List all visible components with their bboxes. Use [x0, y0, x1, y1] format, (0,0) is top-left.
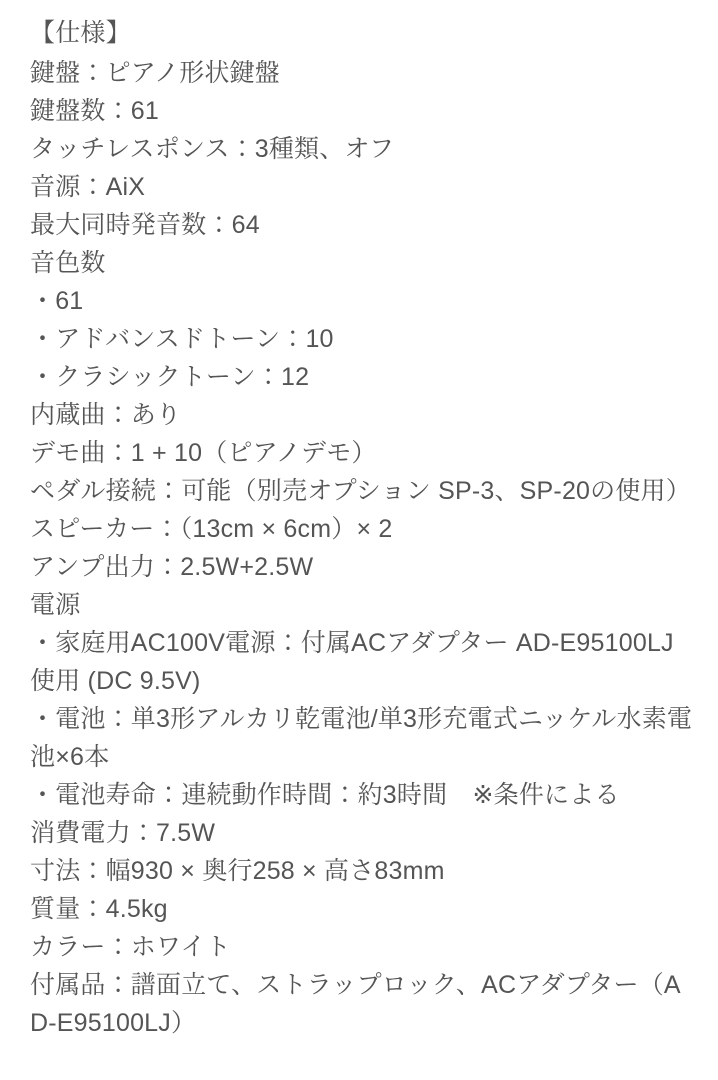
list-item: ・61 — [30, 287, 84, 315]
list-item: デモ曲：1 + 10（ピアノデモ） — [30, 439, 377, 467]
list-item: ペダル接続：可能（別売オプション SP-3、SP-20の使用） — [30, 477, 691, 505]
list-item: 電源 — [30, 591, 81, 619]
list-item: 音源：AiX — [30, 173, 146, 201]
list-item: ・アドバンスドトーン：10 — [30, 325, 334, 353]
specification-list — [30, 54, 698, 1042]
list-item: タッチレスポンス：3種類、オフ — [30, 135, 395, 163]
list-item: 鍵盤：ピアノ形状鍵盤 — [30, 59, 281, 87]
list-item: 内蔵曲：あり — [30, 401, 182, 429]
list-item: 消費電力：7.5W — [30, 819, 216, 847]
list-item: カラー：ホワイト — [30, 933, 231, 961]
list-item: スピーカー：（13cm × 6cm）× 2 — [30, 515, 393, 543]
list-item: 寸法：幅930 × 奥行258 × 高さ83mm — [30, 857, 445, 885]
list-item: ・家庭用AC100V電源：付属ACアダプター AD-E95100LJ使用 (DC 9.5V) — [30, 629, 674, 695]
list-item: 鍵盤数：61 — [30, 97, 160, 125]
list-item: ・クラシックトーン：12 — [30, 363, 310, 391]
page-title: 【仕様】 — [30, 19, 131, 47]
list-item: 質量：4.5kg — [30, 895, 168, 923]
list-item: 最大同時発音数：64 — [30, 211, 260, 239]
list-item: アンプ出力：2.5W+2.5W — [30, 553, 314, 581]
list-item: 付属品：譜面立て、ストラップロック、ACアダプター（AD-E95100LJ） — [30, 971, 681, 1037]
list-item: 音色数 — [30, 249, 106, 277]
list-item: ・電池寿命：連続動作時間：約3時間 ※条件による — [30, 781, 620, 809]
list-item: ・電池：単3形アルカリ乾電池/単3形充電式ニッケル水素電池×6本 — [30, 705, 693, 771]
